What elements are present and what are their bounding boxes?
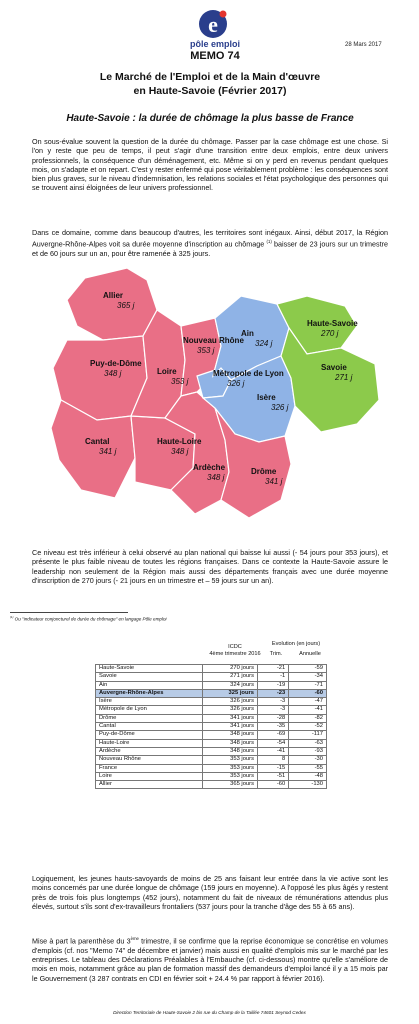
footnote-marker: (1) [10, 616, 14, 619]
cell-trim: -69 [258, 731, 289, 739]
page-title-line-1: Le Marché de l'Emploi et de la Main d'œuvre [99, 71, 321, 83]
map-value-savoie: 271 j [335, 373, 353, 382]
col-header-trim: Trim. [269, 651, 283, 657]
table-row [96, 739, 327, 747]
cell-annuelle: -71 [289, 681, 327, 689]
cell-icdc: 348 jours [203, 739, 258, 747]
paragraph-recovery-part-2: trimestre, il se confirme que la reprise économique se concrétise en volumes d'emplois (cf. nos "Memo 74" de décembre et janvier) mais aussi en qualité d'emplois mis sur le marché par les entreprises. Le tableau des Déclarations Préalables à l'Embauche (cf. ci-dessous) montre qu'elle s'améliore de mois en mois, notamment grâce au plan de formation massif des demandeurs d'emploi lancé il y a 15 mois par le Gouvernement (3 287 contrats en CDI en février soit + 24.4 % par rapport à février 2016). [32, 936, 388, 983]
map-value-metropole-de-lyon: 326 j [227, 379, 245, 388]
table-header [95, 636, 327, 662]
cell-trim: -28 [258, 714, 289, 722]
cell-icdc: 348 jours [203, 731, 258, 739]
cell-name: Auvergne-Rhône-Alpes [96, 689, 203, 697]
map-value-cantal: 341 j [99, 447, 117, 456]
page-subtitle: Haute-Savoie : la durée de chômage la plus basse de France [66, 113, 354, 124]
map-value-isere: 326 j [271, 403, 289, 412]
cell-annuelle: -117 [289, 731, 327, 739]
cell-name: France [96, 764, 203, 772]
map-value-ardeche: 348 j [207, 473, 225, 482]
cell-icdc: 353 jours [203, 772, 258, 780]
footnote [10, 616, 167, 622]
table-row [96, 673, 327, 681]
cell-annuelle: -52 [289, 723, 327, 731]
map-value-haute-savoie: 270 j [321, 329, 339, 338]
logo-text: pôle emploi [189, 39, 240, 49]
cell-icdc: 365 jours [203, 781, 258, 789]
table-row [96, 706, 327, 714]
cell-trim: -54 [258, 739, 289, 747]
cell-name: Allier [96, 781, 203, 789]
map-label-loire: Loire [157, 367, 177, 376]
cell-trim: -3 [258, 698, 289, 706]
paragraph-economic-recovery [32, 934, 388, 983]
footnote-divider [10, 612, 128, 613]
paragraph-recovery-part-1: Mise à part la parenthèse du 3 [32, 936, 131, 946]
cell-annuelle: -63 [289, 739, 327, 747]
cell-annuelle: -30 [289, 756, 327, 764]
cell-annuelle: -130 [289, 781, 327, 789]
cell-name: Haute-Loire [96, 739, 203, 747]
paragraph-region-part-1: Dans ce domaine, comme dans beaucoup d'autres, les territoires sont inégaux. Ainsi, début 2017, la Région Auvergne-Rhône-Alpes voit sa durée moyenne d'inscription au chômage [32, 228, 388, 249]
table-row [96, 689, 327, 697]
memo-number: MEMO 74 [190, 50, 240, 62]
logo-e-glyph: e [208, 12, 218, 37]
map-value-allier: 365 j [117, 301, 135, 310]
cell-annuelle: -93 [289, 747, 327, 755]
col-header-icdc: ICDC [228, 644, 242, 650]
cell-trim: -51 [258, 772, 289, 780]
map-dept-allier [67, 268, 157, 340]
cell-icdc: 353 jours [203, 756, 258, 764]
table-row [96, 764, 327, 772]
footnote-text: Ou "indicateur conjoncturel de durée du chômage" en langage Pôle emploi [14, 616, 167, 622]
map-label-nouveau-rhone: Nouveau Rhône [183, 336, 244, 345]
cell-annuelle: -82 [289, 714, 327, 722]
cell-trim: -41 [258, 747, 289, 755]
col-header-annuelle: Annuelle [299, 651, 321, 657]
map-label-ardeche: Ardèche [193, 463, 226, 472]
cell-icdc: 325 jours [203, 689, 258, 697]
cell-name: Cantal [96, 723, 203, 731]
paragraph-intro: On sous-évalue souvent la question de la durée du chômage. Passer par la case chômage est une chose. Si l'on y reste que peu de temps, il peut s'agir d'une transition entre deux emplois, entre deux univers professionnels, la conséquence d'un déménagement, etc. Même si on y perd en revenus pendant quelques mois, on s'adapte et on repart. C'est y rester enfermé qui pose véritablement problème : les conséquences sont bien plus graves, sur le niveau d'indemnisation, les relations sociales et l'état psychologique des personnes qui se trouvent ainsi éloignées de leur univers professionnel. [32, 137, 388, 193]
cell-annuelle: -48 [289, 772, 327, 780]
cell-annuelle: -55 [289, 764, 327, 772]
logo-red-dot [220, 11, 227, 18]
cell-icdc: 324 jours [203, 681, 258, 689]
cell-trim: -23 [258, 689, 289, 697]
map-label-isere: Isère [257, 393, 276, 402]
cell-trim: -1 [258, 673, 289, 681]
icdc-table [95, 664, 327, 789]
cell-trim: -19 [258, 681, 289, 689]
paragraph-age-groups: Logiquement, les jeunes hauts-savoyards de moins de 25 ans faisant leur entrée dans la vie active sont les moins concernés par une durée longue de chômage (159 jours en moyenne). A l'opposé les plus âgés y restent près de trois fois plus longtemps (452 jours), notamment du fait de niveaux de rémunérations attendus plus élevés, surtout s'ils sont d'ex-travailleurs frontaliers (537 jours pour la tranche d'âge des 55 à 65 ans). [32, 874, 388, 911]
cell-name: Ain [96, 681, 203, 689]
map-value-loire: 353 j [171, 377, 189, 386]
cell-icdc: 348 jours [203, 747, 258, 755]
publication-date: 28 Mars 2017 [345, 42, 382, 48]
map-value-drome: 341 j [265, 477, 283, 486]
table-row [96, 665, 327, 673]
page-footer: Direction Territoriale de Haute-Savoie 2 bis rue du Champ de la Taillée 74601 Seynod Cedex [113, 1010, 306, 1015]
cell-icdc: 326 jours [203, 698, 258, 706]
cell-name: Isère [96, 698, 203, 706]
table-row [96, 723, 327, 731]
cell-trim: 8 [258, 756, 289, 764]
paragraph-region [32, 228, 388, 258]
map-label-drome: Drôme [251, 467, 277, 476]
cell-annuelle: -47 [289, 698, 327, 706]
table-row [96, 772, 327, 780]
cell-icdc: 341 jours [203, 714, 258, 722]
map-label-haute-loire: Haute-Loire [157, 437, 202, 446]
map-label-savoie: Savoie [321, 363, 347, 372]
cell-icdc: 326 jours [203, 706, 258, 714]
cell-name: Drôme [96, 714, 203, 722]
map-label-ain: Ain [241, 329, 254, 338]
cell-name: Loire [96, 772, 203, 780]
table-row [96, 714, 327, 722]
map-label-metropole-de-lyon: Métropole de Lyon [213, 369, 284, 378]
cell-name: Nouveau Rhône [96, 756, 203, 764]
cell-name: Haute-Savoie [96, 665, 203, 673]
cell-trim: -35 [258, 723, 289, 731]
cell-annuelle: -60 [289, 689, 327, 697]
cell-trim: -60 [258, 781, 289, 789]
table-row [96, 681, 327, 689]
cell-icdc: 341 jours [203, 723, 258, 731]
cell-trim: -21 [258, 665, 289, 673]
paragraph-national-comparison: Ce niveau est très inférieur à celui observé au plan national qui baisse lui aussi (- 54 jours pour 353 jours), et présente le plus faible niveau de toutes les régions françaises. Dans ce contexte la Haute-Savoie assure le leadership non seulement de la Région mais aussi des départements français avec une durée moyenne d'inscription de 270 jours (- 21 jours en un trimestre et – 59 jours sur un an). [32, 548, 388, 585]
cell-annuelle: -34 [289, 673, 327, 681]
footnote-reference: (1) [266, 239, 272, 245]
map-label-cantal: Cantal [85, 437, 110, 446]
cell-icdc: 271 jours [203, 673, 258, 681]
cell-trim: -3 [258, 706, 289, 714]
map-label-haute-savoie: Haute-Savoie [307, 319, 358, 328]
col-header-evolution: Evolution (en jours) [271, 641, 321, 647]
map-value-nouveau-rhone: 353 j [197, 346, 215, 355]
cell-icdc: 353 jours [203, 764, 258, 772]
ordinal-suffix: ème [130, 936, 139, 941]
col-header-icdc-sub: 4ème trimestre 2016 [209, 651, 261, 657]
map-value-puy-de-dome: 348 j [104, 369, 122, 378]
map-value-ain: 324 j [255, 339, 273, 348]
map-label-allier: Allier [103, 291, 124, 300]
region-map [45, 268, 380, 538]
table-row [96, 747, 327, 755]
cell-name: Métropole de Lyon [96, 706, 203, 714]
cell-name: Savoie [96, 673, 203, 681]
table-row [96, 781, 327, 789]
cell-trim: -15 [258, 764, 289, 772]
map-value-haute-loire: 348 j [171, 447, 189, 456]
cell-name: Puy-de-Dôme [96, 731, 203, 739]
map-label-puy-de-dome: Puy-de-Dôme [90, 359, 142, 368]
table-row [96, 756, 327, 764]
table-row [96, 698, 327, 706]
cell-name: Ardèche [96, 747, 203, 755]
table-row [96, 731, 327, 739]
cell-icdc: 270 jours [203, 665, 258, 673]
paragraph-region-part-2: baisser de 23 jours sur un trimestre et de 60 jours sur un an, pour être ramenée à 325 jours. [32, 239, 389, 258]
page-title-line-2: en Haute-Savoie (Février 2017) [133, 85, 287, 97]
cell-annuelle: -59 [289, 665, 327, 673]
cell-annuelle: -41 [289, 706, 327, 714]
